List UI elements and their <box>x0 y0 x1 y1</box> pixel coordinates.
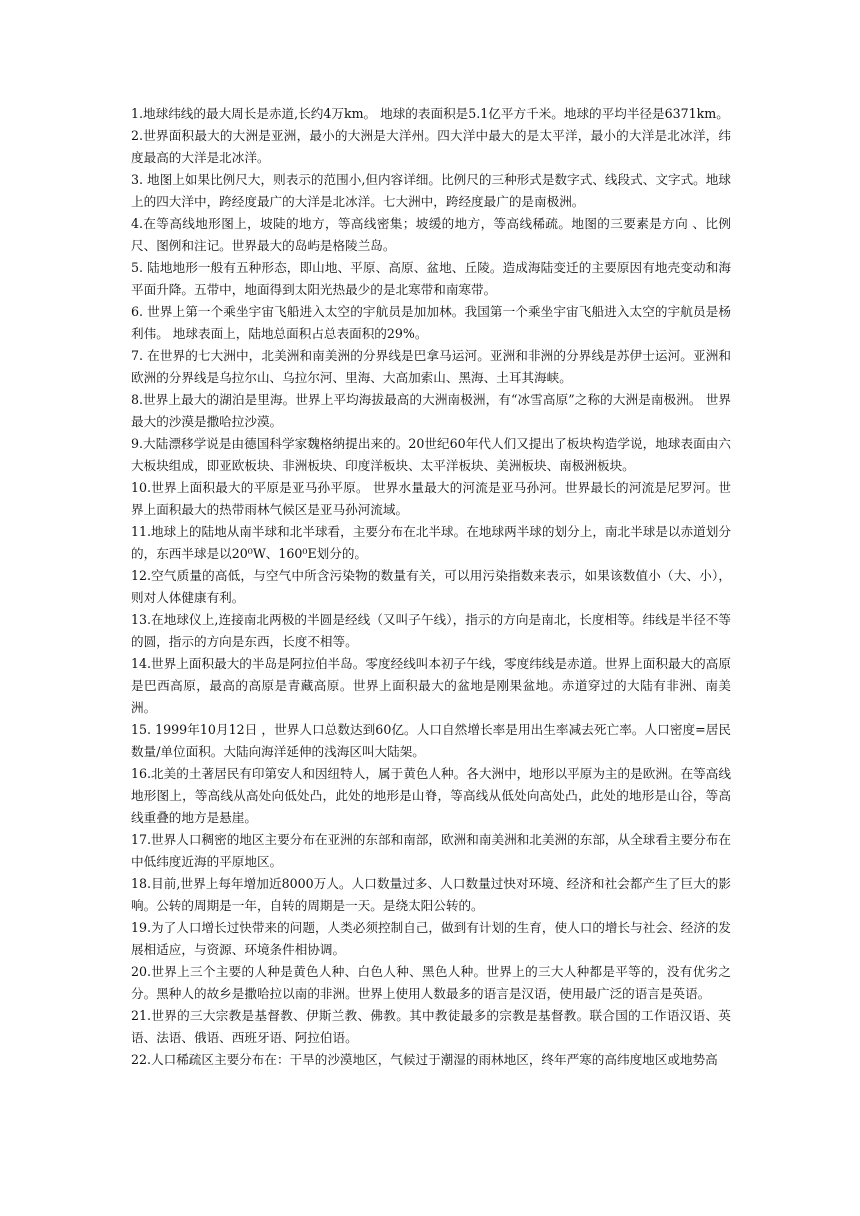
paragraph-11: 11.地球上的陆地从南半球和北半球看，主要分布在北半球。在地球两半球的划分上，南北半球是以赤道划分的，东西半球是以20⁰W、160⁰E划分的。 <box>131 524 731 561</box>
document-body <box>131 103 731 1071</box>
paragraph-3: 3. 地图上如果比例尺大，则表示的范围小,但内容详细。比例尺的三种形式是数字式、线段式、文字式。地球上的四大洋中，跨经度最广的大洋是北冰洋。七大洲中，跨经度最广的是南极洲。 <box>131 172 731 209</box>
paragraph-18: 18.目前,世界上每年增加近8000万人。人口数量过多、人口数量过快对环境、经济和社会都产生了巨大的影响。公转的周期是一年，自转的周期是一天。是绕太阳公转的。 <box>131 876 731 913</box>
paragraph-16: 16.北美的土著居民有印第安人和因纽特人，属于黄色人种。各大洲中，地形以平原为主的是欧洲。在等高线地形图上，等高线从高处向低处凸，此处的地形是山脊，等高线从低处向高处凸，此处的地形是山谷，等高线重叠的地方是悬崖。 <box>131 766 731 825</box>
paragraph-8: 8.世界上最大的湖泊是里海。世界上平均海拔最高的大洲南极洲，有“冰雪高原”之称的大洲是南极洲。 世界最大的沙漠是撒哈拉沙漠。 <box>131 392 731 429</box>
paragraph-7: 7. 在世界的七大洲中，北美洲和南美洲的分界线是巴拿马运河。亚洲和非洲的分界线是苏伊士运河。亚洲和欧洲的分界线是乌拉尔山、乌拉尔河、里海、大高加索山、黑海、土耳其海峡。 <box>131 348 731 385</box>
paragraph-1: 1.地球纬线的最大周长是赤道,长约4万km。 地球的表面积是5.1亿平方千米。地球的平均半径是6371km。 <box>131 106 729 121</box>
paragraph-9: 9.大陆漂移学说是由德国科学家魏格纳提出来的。20世纪60年代人们又提出了板块构造学说，地球表面由六大板块组成，即亚欧板块、非洲板块、印度洋板块、太平洋板块、美洲板块、南极洲板块。 <box>131 436 731 473</box>
paragraph-19: 19.为了人口增长过快带来的问题，人类必须控制自己，做到有计划的生育，使人口的增长与社会、经济的发展相适应，与资源、环境条件相协调。 <box>131 920 731 957</box>
paragraph-6: 6. 世界上第一个乘坐宇宙飞船进入太空的宇航员是加加林。我国第一个乘坐宇宙飞船进入太空的宇航员是杨利伟。 地球表面上，陆地总面积占总表面积的29%。 <box>131 304 731 341</box>
paragraph-5: 5. 陆地地形一般有五种形态，即山地、平原、高原、盆地、丘陵。造成海陆变迁的主要原因有地壳变动和海平面升降。五带中，地面得到太阳光热最少的是北寒带和南寒带。 <box>131 260 731 297</box>
paragraph-20: 20.世界上三个主要的人种是黄色人种、白色人种、黑色人种。世界上的三大人种都是平等的，没有优劣之分。黑种人的故乡是撒哈拉以南的非洲。世界上使用人数最多的语言是汉语，使用最广泛的语言是英语。 <box>131 964 731 1001</box>
paragraph-15: 15. 1999年10月12日 ，世界人口总数达到60亿。人口自然增长率是用出生率减去死亡率。人口密度=居民数量/单位面积。大陆向海洋延伸的浅海区叫大陆架。 <box>131 722 731 759</box>
paragraph-21: 21.世界的三大宗教是基督教、伊斯兰教、佛教。其中教徒最多的宗教是基督教。联合国的工作语汉语、英语、法语、俄语、西班牙语、阿拉伯语。 <box>131 1008 731 1045</box>
paragraph-22: 22.人口稀疏区主要分布在：干旱的沙漠地区，气候过于潮湿的雨林地区，终年严寒的高纬度地区或地势高 <box>131 1052 718 1067</box>
paragraph-4: 4.在等高线地形图上，坡陡的地方，等高线密集；坡缓的地方，等高线稀疏。地图的三要素是方向 、比例尺、图例和注记。世界最大的岛屿是格陵兰岛。 <box>131 216 731 253</box>
paragraph-2: 2.世界面积最大的大洲是亚洲，最小的大洲是大洋州。四大洋中最大的是太平洋，最小的大洋是北冰洋，纬度最高的大洋是北冰洋。 <box>131 128 731 165</box>
paragraph-13: 13.在地球仪上,连接南北两极的半圆是经线（又叫子午线），指示的方向是南北，长度相等。纬线是半径不等的圆，指示的方向是东西，长度不相等。 <box>131 612 731 649</box>
paragraph-12: 12.空气质量的高低，与空气中所含污染物的数量有关，可以用污染指数来表示，如果该数值小（大、小），则对人体健康有利。 <box>131 568 731 605</box>
paragraph-10: 10.世界上面积最大的平原是亚马孙平原。 世界水量最大的河流是亚马孙河。世界最长的河流是尼罗河。世界上面积最大的热带雨林气候区是亚马孙河流域。 <box>131 480 731 517</box>
paragraph-14: 14.世界上面积最大的半岛是阿拉伯半岛。零度经线叫本初子午线，零度纬线是赤道。世界上面积最大的高原是巴西高原，最高的高原是青藏高原。世界上面积最大的盆地是刚果盆地。赤道穿过的大陆有非洲、南美洲。 <box>131 656 731 715</box>
paragraph-17: 17.世界人口稠密的地区主要分布在亚洲的东部和南部，欧洲和南美洲和北美洲的东部，从全球看主要分布在中低纬度近海的平原地区。 <box>131 832 731 869</box>
